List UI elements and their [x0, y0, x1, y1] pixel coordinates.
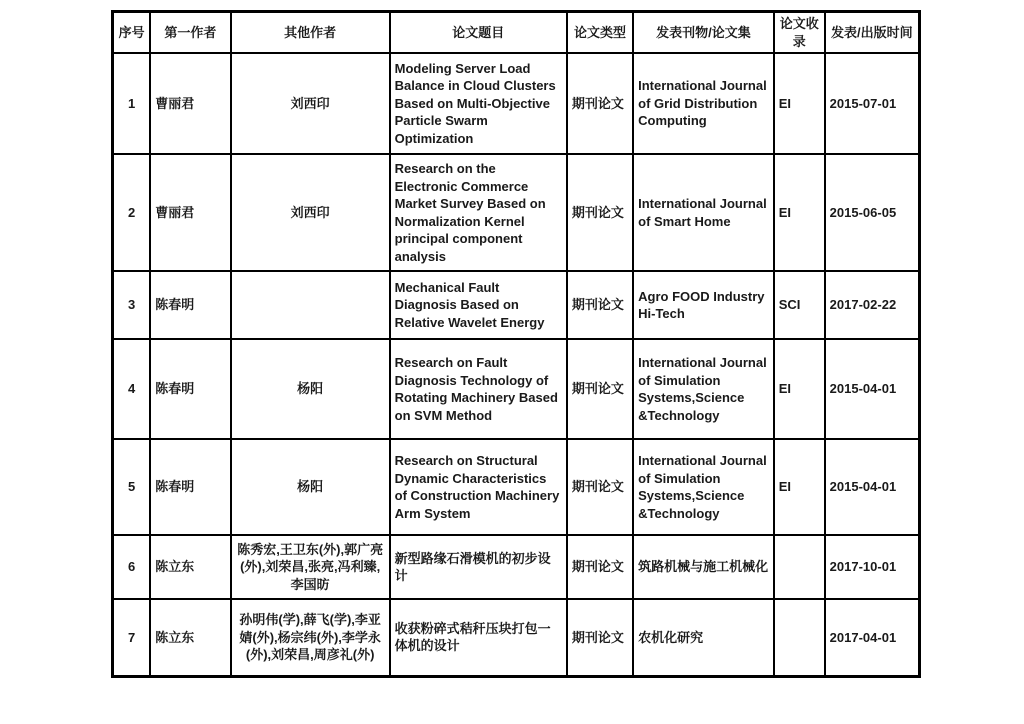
- table-row: [113, 599, 920, 676]
- cell-indexed: EI: [774, 53, 825, 154]
- cell-venue: International Journal of Simulation Systems,Science &Technology: [633, 339, 774, 439]
- cell-date: 2015-04-01: [825, 339, 920, 439]
- header-date: 发表/出版时间: [825, 12, 920, 54]
- cell-type: 期刊论文: [567, 599, 633, 676]
- cell-date: 2015-06-05: [825, 154, 920, 271]
- cell-venue: Agro FOOD Industry Hi-Tech: [633, 271, 774, 339]
- cell-venue: International Journal of Smart Home: [633, 154, 774, 271]
- header-other-authors: 其他作者: [231, 12, 390, 54]
- cell-no: 6: [113, 535, 151, 599]
- header-first-author: 第一作者: [150, 12, 230, 54]
- table-row: [113, 439, 920, 535]
- paper-table-body: [113, 53, 920, 676]
- cell-other-authors: [231, 271, 390, 339]
- cell-no: 1: [113, 53, 151, 154]
- cell-first-author: 陈春明: [150, 339, 230, 439]
- cell-type: 期刊论文: [567, 339, 633, 439]
- cell-no: 3: [113, 271, 151, 339]
- cell-no: 7: [113, 599, 151, 676]
- header-type: 论文类型: [567, 12, 633, 54]
- cell-title: Research on Structural Dynamic Characteristics of Construction Machinery Arm System: [390, 439, 567, 535]
- cell-other-authors: 杨阳: [231, 439, 390, 535]
- cell-date: 2017-04-01: [825, 599, 920, 676]
- cell-first-author: 陈春明: [150, 439, 230, 535]
- cell-no: 5: [113, 439, 151, 535]
- cell-no: 4: [113, 339, 151, 439]
- cell-other-authors: 孙明伟(学),薛飞(学),李亚婧(外),杨宗纬(外),李学永(外),刘荣昌,周彦礼(外): [231, 599, 390, 676]
- cell-indexed: EI: [774, 154, 825, 271]
- header-venue: 发表刊物/论文集: [633, 12, 774, 54]
- cell-title: Research on the Electronic Commerce Market Survey Based on Normalization Kernel principal component analysis: [390, 154, 567, 271]
- cell-date: 2017-10-01: [825, 535, 920, 599]
- cell-indexed: SCI: [774, 271, 825, 339]
- cell-venue: International Journal of Simulation Systems,Science &Technology: [633, 439, 774, 535]
- cell-date: 2015-07-01: [825, 53, 920, 154]
- table-row: [113, 53, 920, 154]
- cell-first-author: 陈立东: [150, 535, 230, 599]
- cell-type: 期刊论文: [567, 271, 633, 339]
- cell-indexed: EI: [774, 439, 825, 535]
- cell-type: 期刊论文: [567, 439, 633, 535]
- cell-no: 2: [113, 154, 151, 271]
- table-header-row: [113, 12, 920, 54]
- header-indexed: 论文收录: [774, 12, 825, 54]
- table-row: [113, 535, 920, 599]
- cell-venue: International Journal of Grid Distribution Computing: [633, 53, 774, 154]
- cell-other-authors: 刘西印: [231, 154, 390, 271]
- cell-first-author: 陈立东: [150, 599, 230, 676]
- cell-type: 期刊论文: [567, 53, 633, 154]
- table-row: [113, 154, 920, 271]
- table-row: [113, 271, 920, 339]
- paper-table-container: [111, 10, 921, 678]
- cell-indexed: [774, 535, 825, 599]
- cell-first-author: 陈春明: [150, 271, 230, 339]
- cell-other-authors: 刘西印: [231, 53, 390, 154]
- cell-other-authors: 陈秀宏,王卫东(外),郭广亮(外),刘荣昌,张亮,冯利臻,李国昉: [231, 535, 390, 599]
- cell-venue: 筑路机械与施工机械化: [633, 535, 774, 599]
- cell-date: 2017-02-22: [825, 271, 920, 339]
- cell-title: Research on Fault Diagnosis Technology of Rotating Machinery Based on SVM Method: [390, 339, 567, 439]
- cell-other-authors: 杨阳: [231, 339, 390, 439]
- cell-title: 收获粉碎式秸秆压块打包一体机的设计: [390, 599, 567, 676]
- cell-venue: 农机化研究: [633, 599, 774, 676]
- table-row: [113, 339, 920, 439]
- cell-indexed: EI: [774, 339, 825, 439]
- paper-table: [111, 10, 921, 678]
- cell-first-author: 曹丽君: [150, 154, 230, 271]
- cell-date: 2015-04-01: [825, 439, 920, 535]
- cell-first-author: 曹丽君: [150, 53, 230, 154]
- cell-title: 新型路缘石滑模机的初步设计: [390, 535, 567, 599]
- cell-indexed: [774, 599, 825, 676]
- cell-type: 期刊论文: [567, 535, 633, 599]
- header-title: 论文题目: [390, 12, 567, 54]
- header-no: 序号: [113, 12, 151, 54]
- cell-title: Modeling Server Load Balance in Cloud Clusters Based on Multi-Objective Particle Swarm Optimization: [390, 53, 567, 154]
- cell-title: Mechanical Fault Diagnosis Based on Relative Wavelet Energy: [390, 271, 567, 339]
- cell-type: 期刊论文: [567, 154, 633, 271]
